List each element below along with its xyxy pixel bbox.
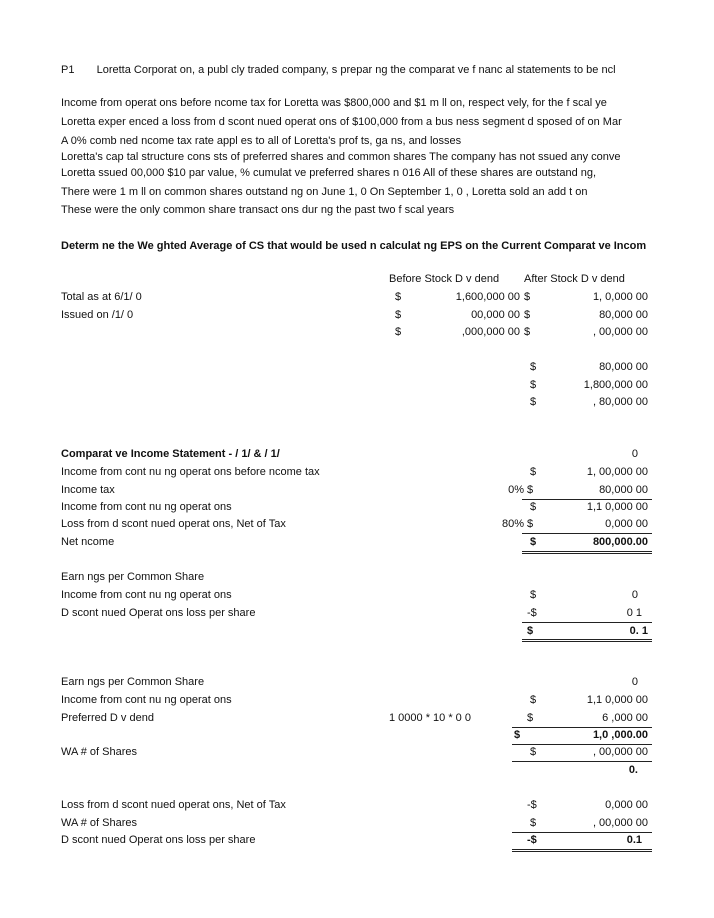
col-after-header: After Stock D v dend: [524, 273, 625, 285]
eps-calc-subtotal: 1,0 ,000.00: [592, 729, 648, 741]
problem-text: Loretta Corporat on, a publ cly traded company, s prepar ng the comparat ve f nanc al statements to be ncl: [96, 64, 616, 76]
eps-value: 0 1: [626, 607, 642, 619]
income-row-label: Income from cont nu ng operat ons: [61, 501, 232, 513]
discontinued-rate: 80%: [501, 518, 524, 530]
currency-symbol: $: [530, 501, 537, 513]
currency-symbol: $: [527, 625, 534, 637]
currency-symbol: $: [527, 484, 534, 496]
disc-row-label: D scont nued Operat ons loss per share: [61, 834, 256, 846]
income-row-label: Loss from d scont nued operat ons, Net of Tax: [61, 518, 286, 530]
income-value: 0,000 00: [605, 518, 648, 530]
income-row-label: Income from cont nu ng operat ons before ncome tax: [61, 466, 320, 478]
shares-row-label: Issued on /1/ 0: [61, 309, 134, 321]
eps-calc-value: 1,1 0,000 00: [586, 694, 648, 706]
shares-before-value: 1,600,000 00: [455, 291, 520, 303]
shares-after-total: , 00,000 00: [592, 326, 648, 338]
intro-line: These were the only common share transact ons dur ng the past two f scal years: [61, 204, 455, 216]
currency-symbol: $: [530, 694, 537, 706]
eps-calc-value: , 00,000 00: [592, 746, 648, 758]
currency-symbol: $: [395, 326, 402, 338]
eps-calc-result: 0.: [628, 764, 638, 776]
currency-symbol: $: [524, 309, 531, 321]
disc-value: , 00,000 00: [592, 817, 648, 829]
shares-row-label: Total as at 6/1/ 0: [61, 291, 142, 303]
intro-line: Loretta ssued 00,000 $10 par value, % cumulat ve preferred shares n 016 All of these shares are outstand ng,: [61, 167, 597, 179]
eps-value: 0: [631, 589, 638, 601]
currency-symbol: $: [527, 518, 534, 530]
eps-row-label: D scont nued Operat ons loss per share: [61, 607, 256, 619]
shares-extra-value: 1,800,000 00: [583, 379, 648, 391]
currency-symbol: $: [530, 379, 537, 391]
disc-row-label: Loss from d scont nued operat ons, Net of Tax: [61, 799, 286, 811]
eps-calc-row-label: WA # of Shares: [61, 746, 138, 758]
dividend-formula: 1 0000 * 10 * 0 0: [389, 712, 471, 724]
eps-row-label: Income from cont nu ng operat ons: [61, 589, 232, 601]
currency-symbol: -$: [527, 607, 537, 619]
eps-heading: Earn ngs per Common Share: [61, 571, 205, 583]
intro-line: A 0% comb ned ncome tax rate appl es to all of Loretta's prof ts, ga ns, and losses: [61, 135, 462, 147]
intro-line: Loretta's cap tal structure cons sts of preferred shares and common shares The company has not ssued any conve: [61, 151, 621, 163]
income-value: 1,1 0,000 00: [586, 501, 648, 513]
currency-symbol: $: [395, 309, 402, 321]
problem-label: P1: [61, 64, 75, 76]
currency-symbol: $: [527, 712, 534, 724]
income-statement-title: Comparat ve Income Statement - / 1/ & / 1/: [61, 448, 280, 460]
income-row-label: Income tax: [61, 484, 115, 496]
shares-before-total: ,000,000 00: [461, 326, 520, 338]
currency-symbol: -$: [527, 834, 537, 846]
shares-extra-value: 80,000 00: [599, 361, 648, 373]
currency-symbol: $: [514, 729, 521, 741]
currency-symbol: $: [530, 746, 537, 758]
income-row-label: Net ncome: [61, 536, 115, 548]
shares-after-value: 80,000 00: [599, 309, 648, 321]
problem-line: [61, 64, 616, 76]
eps-calc-row-label: Income from cont nu ng operat ons: [61, 694, 232, 706]
income-value: 1, 00,000 00: [586, 466, 648, 478]
currency-symbol: $: [395, 291, 402, 303]
eps-calc-row-label: Preferred D v dend: [61, 712, 154, 724]
currency-symbol: $: [530, 589, 537, 601]
eps-calc-year: 0: [631, 676, 638, 688]
eps-calc-value: 6 ,000 00: [602, 712, 648, 724]
eps-total: 0. 1: [629, 625, 648, 637]
col-before-header: Before Stock D v dend: [389, 273, 500, 285]
shares-extra-value: , 80,000 00: [592, 396, 648, 408]
intro-line: Income from operat ons before ncome tax for Loretta was $800,000 and $1 m ll on, respect vely, for the f scal ye: [61, 97, 607, 109]
intro-line: There were 1 m ll on common shares outstand ng on June 1, 0 On September 1, 0 , Loretta sold an add t on: [61, 186, 588, 198]
currency-symbol: $: [530, 396, 537, 408]
currency-symbol: $: [530, 817, 537, 829]
currency-symbol: $: [524, 291, 531, 303]
disc-row-label: WA # of Shares: [61, 817, 138, 829]
income-year-header: 0: [631, 448, 638, 460]
disc-value: 0,000 00: [605, 799, 648, 811]
eps-calc-heading: Earn ngs per Common Share: [61, 676, 205, 688]
currency-symbol: $: [530, 466, 537, 478]
currency-symbol: $: [530, 361, 537, 373]
net-income-value: 800,000.00: [592, 536, 648, 548]
tax-rate: 0%: [508, 484, 524, 496]
shares-after-value: 1, 0,000 00: [592, 291, 648, 303]
income-value: 80,000 00: [599, 484, 648, 496]
question-heading: Determ ne the We ghted Average of CS that would be used n calculat ng EPS on the Current Comparat ve Incom: [61, 240, 647, 252]
currency-symbol: $: [524, 326, 531, 338]
currency-symbol: -$: [527, 799, 537, 811]
currency-symbol: $: [530, 536, 537, 548]
shares-before-value: 00,000 00: [471, 309, 520, 321]
intro-line: Loretta exper enced a loss from d scont nued operat ons of $100,000 from a bus ness segment d sposed of on Mar: [61, 116, 622, 128]
disc-result: 0.1: [626, 834, 642, 846]
